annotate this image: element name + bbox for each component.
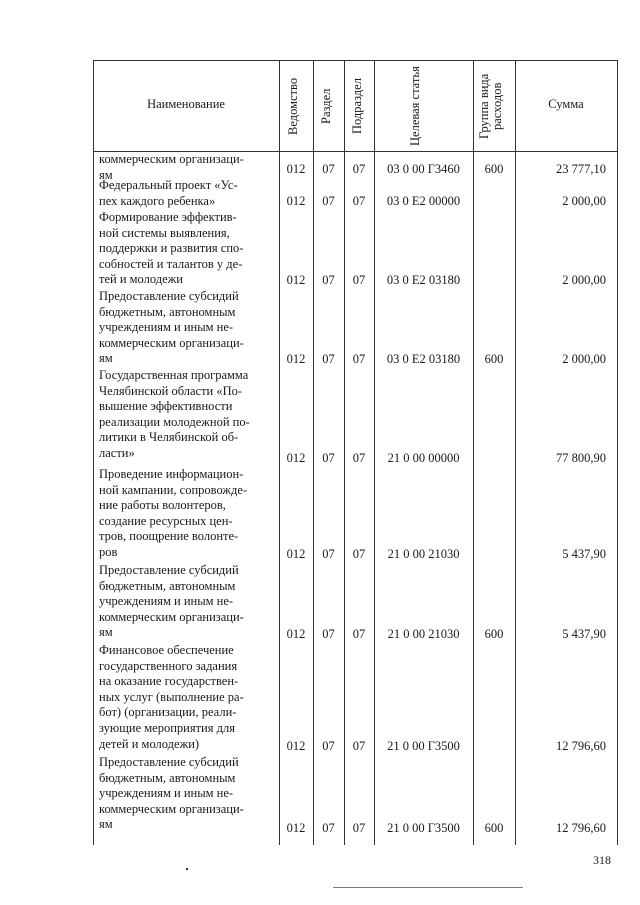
row-podrazdel: 07 <box>352 739 366 753</box>
row-target: 21 0 00 00000 <box>387 451 460 465</box>
row-vedomstvo: 012 <box>286 352 306 366</box>
row-podrazdel: 07 <box>352 194 366 208</box>
row-name: Предоставление субсидий бюджетным, автономным учреждениям и иным не- коммерческим организаци- ям <box>99 755 244 832</box>
row-vedomstvo: 012 <box>286 821 306 835</box>
row-group: 600 <box>484 821 504 835</box>
row-podrazdel: 07 <box>352 162 366 176</box>
row-razdel: 07 <box>322 821 335 835</box>
row-podrazdel: 07 <box>352 273 366 287</box>
header-group-label: Группа вида расходов <box>477 73 505 139</box>
row-sum: 2 000,00 <box>562 352 606 366</box>
column-border <box>473 60 474 845</box>
row-sum: 2 000,00 <box>562 273 606 287</box>
row-razdel: 07 <box>322 451 335 465</box>
row-target: 21 0 00 Г3500 <box>387 821 460 835</box>
row-razdel: 07 <box>322 352 335 366</box>
row-name: Предоставление субсидий бюджетным, автономным учреждениям и иным не- коммерческим организаци- ям <box>99 563 244 640</box>
header-target <box>409 64 439 148</box>
row-group: 600 <box>484 352 504 366</box>
column-border <box>617 60 618 845</box>
row-sum: 5 437,90 <box>562 547 606 561</box>
row-target: 03 0 Е2 00000 <box>386 194 461 208</box>
row-target: 21 0 00 21030 <box>387 627 460 641</box>
row-razdel: 07 <box>322 273 335 287</box>
row-name: Проведение информацион- ной кампании, сопровожде- ние работы волонтеров, создание ресурсных цен- тров, поощрение волонте- ров <box>99 467 248 559</box>
header-podrazdel: Подраздел <box>350 78 364 134</box>
row-group: 600 <box>484 627 504 641</box>
row-name: Предоставление субсидий бюджетным, автономным учреждениям и иным не- коммерческим организаци- ям <box>99 289 244 366</box>
row-target: 03 0 00 Г3460 <box>387 162 460 176</box>
row-podrazdel: 07 <box>352 352 366 366</box>
column-border <box>93 60 94 845</box>
scan-speck <box>186 868 188 870</box>
row-razdel: 07 <box>322 739 335 753</box>
row-sum: 12 796,60 <box>556 739 606 753</box>
row-group: 600 <box>484 162 504 176</box>
row-name: Формирование эффектив- ной системы выявления, поддержки и развития спо- собностей и талантов у де- тей и молодежи <box>99 210 244 287</box>
row-razdel: 07 <box>322 194 335 208</box>
row-vedomstvo: 012 <box>286 451 306 465</box>
row-vedomstvo: 012 <box>286 739 306 753</box>
row-razdel: 07 <box>322 627 335 641</box>
footer-rule <box>333 887 523 888</box>
row-vedomstvo: 012 <box>286 162 306 176</box>
row-target: 03 0 Е2 03180 <box>386 352 461 366</box>
row-sum: 77 800,90 <box>556 451 606 465</box>
row-podrazdel: 07 <box>352 547 366 561</box>
row-name: Государственная программа Челябинской области «По- вышение эффективности реализации молодежной по- литики в Челябинской об- ласти» <box>99 368 250 460</box>
row-razdel: 07 <box>322 547 335 561</box>
header-group <box>478 64 510 148</box>
row-podrazdel: 07 <box>352 627 366 641</box>
row-podrazdel: 07 <box>352 451 366 465</box>
row-vedomstvo: 012 <box>286 194 306 208</box>
row-name: Финансовое обеспечение государственного задания на оказание государствен- ных услуг (выполнение ра- бот) (организации, реали- зующие мероприятия для детей и молодежи) <box>99 643 244 751</box>
row-sum: 5 437,90 <box>562 627 606 641</box>
row-name: Федеральный проект «Ус- пех каждого ребенка» <box>99 178 238 208</box>
header-name: Наименование <box>147 97 225 111</box>
row-podrazdel: 07 <box>352 821 366 835</box>
row-vedomstvo: 012 <box>286 627 306 641</box>
header-razdel: Раздел <box>319 88 333 124</box>
row-vedomstvo: 012 <box>286 273 306 287</box>
page-number: 318 <box>593 853 611 867</box>
header-sum: Сумма <box>548 97 584 111</box>
row-target: 03 0 Е2 03180 <box>386 273 461 287</box>
row-target: 21 0 00 Г3500 <box>387 739 460 753</box>
table-top-border <box>93 60 618 61</box>
row-sum: 2 000,00 <box>562 194 606 208</box>
header-vedomstvo: Ведомство <box>286 77 300 135</box>
row-vedomstvo: 012 <box>286 547 306 561</box>
row-sum: 23 777,10 <box>556 162 606 176</box>
header-target-label: Целевая статья <box>408 66 422 146</box>
row-sum: 12 796,60 <box>556 821 606 835</box>
row-razdel: 07 <box>322 162 335 176</box>
column-border <box>515 60 516 845</box>
row-name: коммерческим организаци- ям <box>99 152 244 182</box>
row-target: 21 0 00 21030 <box>387 547 460 561</box>
